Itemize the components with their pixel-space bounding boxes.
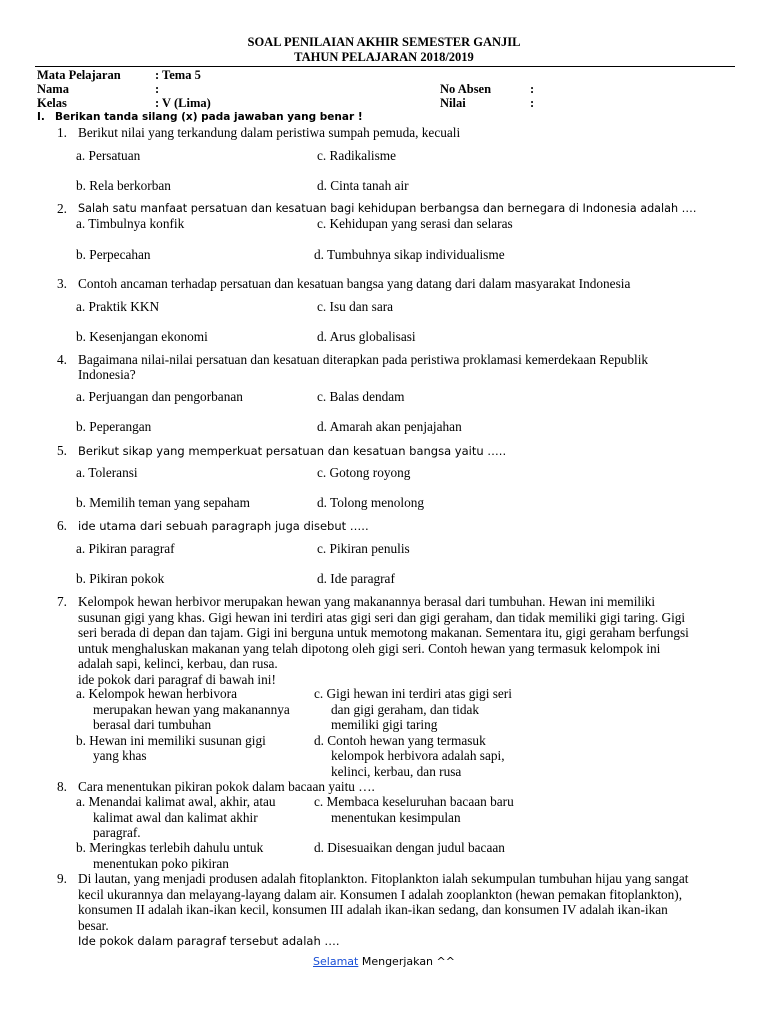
exam-title: SOAL PENILAIAN AKHIR SEMESTER GANJIL (247, 35, 521, 49)
footer-link[interactable]: Selamat (313, 955, 359, 968)
name-value: : (155, 82, 160, 96)
option-d: d. Amarah akan penjajahan (317, 419, 462, 434)
question-number: 1. (57, 125, 67, 140)
option-c: c. Balas dendam (317, 389, 405, 404)
question-text: Cara menentukan pikiran pokok dalam bacaan yaitu …. (78, 779, 375, 794)
option-d-line: kelompok herbivora adalah sapi, (331, 748, 505, 763)
question-number: 7. (57, 594, 67, 609)
subject-label: Mata Pelajaran (37, 68, 121, 82)
subject-value: : Tema 5 (155, 68, 201, 82)
option-d: d. Tolong menolong (317, 495, 425, 510)
paragraph-line: adalah sapi, kelinci, kerbau, dan rusa. (78, 656, 278, 671)
question-text: Berikut sikap yang memperkuat persatuan dan kesatuan bangsa yaitu ….. (78, 444, 507, 458)
option-c-line: menentukan kesimpulan (331, 809, 461, 825)
question-text: Berikut nilai yang terkandung dalam peristiwa sumpah pemuda, kecuali (78, 125, 461, 140)
option-a: a. Perjuangan dan pengorbanan (76, 389, 243, 404)
option-a: a. Pikiran paragraf (76, 541, 175, 556)
paragraph-line: seri berada di depan dan tajam. Gigi ini berguna untuk memotong makanan. Sementara itu, gigi geraham berfungsi (78, 625, 689, 640)
option-c: c. Radikalisme (317, 148, 397, 163)
option-a: a. Timbulnya konfik (76, 216, 185, 231)
option-b: b. Perpecahan (76, 247, 151, 262)
paragraph-line: besar. (78, 917, 109, 933)
option-a: a. Menandai kalimat awal, akhir, atau (76, 794, 276, 809)
option-c: c. Kehidupan yang serasi dan selaras (317, 216, 513, 231)
option-a-line: paragraf. (93, 825, 141, 840)
option-b: b. Meringkas terlebih dahulu untuk (76, 840, 264, 855)
option-d: d. Ide paragraf (317, 571, 395, 586)
absen-value: : (530, 82, 535, 96)
option-d: d. Disesuaikan dengan judul bacaan (314, 840, 505, 855)
question-number: 9. (57, 871, 67, 886)
class-value: : V (Lima) (155, 96, 211, 110)
footer-message (0, 955, 768, 968)
nilai-label: Nilai (440, 96, 466, 110)
option-a-line: kalimat awal dan kalimat akhir (93, 809, 258, 825)
option-a: a. Toleransi (76, 465, 138, 480)
option-a: a. Persatuan (76, 148, 141, 163)
question-text: Salah satu manfaat persatuan dan kesatuan bagi kehidupan berbangsa dan bernegara di Indonesia adalah …. (78, 202, 697, 215)
option-c-line: dan gigi geraham, dan tidak (331, 701, 480, 717)
class-label: Kelas (37, 96, 67, 110)
option-c: c. Membaca keseluruhan bacaan baru (314, 794, 514, 809)
paragraph-line: Kelompok hewan herbivor merupakan hewan yang makanannya berasal dari tumbuhan. Hewan ini memiliki (78, 594, 656, 609)
option-d-line: kelinci, kerbau, dan rusa (331, 763, 462, 779)
question-text: Bagaimana nilai-nilai persatuan dan kesatuan diterapkan pada peristiwa proklamasi kemerdekaan Republik (78, 352, 649, 367)
question-number: 6. (57, 518, 67, 533)
paragraph-line: untuk menghaluskan makanan yang telah dipotong oleh gigi seri. Contoh hewan yang termasuk kelompok ini (78, 640, 661, 656)
option-b-line: yang khas (93, 748, 147, 763)
paragraph-line: kecil ukurannya dan melayang-layang dalam air. Konsumen I adalah zooplankton (hewan pemakan fitoplankton), (78, 886, 683, 902)
option-a-line: berasal dari tumbuhan (93, 717, 212, 732)
question-number: 5. (57, 443, 67, 458)
option-c-line: memiliki gigi taring (331, 717, 438, 732)
option-b: b. Kesenjangan ekonomi (76, 329, 208, 344)
option-b: b. Memilih teman yang sepaham (76, 495, 250, 510)
option-c: c. Gigi hewan ini terdiri atas gigi seri (314, 686, 512, 701)
question-number: 4. (57, 352, 67, 367)
question-number: 2. (57, 201, 67, 216)
paragraph-line: Di lautan, yang menjadi produsen adalah fitoplankton. Fitoplankton ialah sekumpulan tumbuhan hijau yang sangat (78, 871, 689, 886)
option-d: d. Arus globalisasi (317, 329, 416, 344)
option-d: d. Cinta tanah air (317, 178, 409, 193)
question-number: 3. (57, 276, 67, 291)
paragraph-line: susunan gigi yang khas. Gigi hewan ini terdiri atas gigi seri dan gigi geraham, dan tidak memiliki gigi taring. Gigi (78, 609, 686, 625)
section-instruction: Berikan tanda silang (x) pada jawaban yang benar ! (55, 111, 363, 123)
option-c: c. Gotong royong (317, 465, 411, 480)
option-a: a. Praktik KKN (76, 299, 160, 314)
option-a-line: merupakan hewan yang makanannya (93, 701, 290, 717)
option-b: b. Hewan ini memiliki susunan gigi (76, 732, 266, 748)
absen-label: No Absen (440, 82, 492, 96)
school-year: TAHUN PELAJARAN 2018/2019 (294, 50, 474, 64)
header-divider (35, 66, 735, 67)
option-c: c. Pikiran penulis (317, 541, 410, 556)
question-prompt: Ide pokok dalam paragraf tersebut adalah …. (78, 934, 340, 948)
question-prompt: ide pokok dari paragraf di bawah ini! (78, 671, 276, 687)
nilai-value: : (530, 96, 535, 110)
option-b: b. Peperangan (76, 419, 152, 434)
option-c: c. Isu dan sara (317, 299, 394, 314)
footer-text: Mengerjakan ^^ (358, 955, 455, 968)
option-b-line: menentukan poko pikiran (93, 855, 229, 871)
option-b: b. Pikiran pokok (76, 571, 165, 586)
section-number: I. (37, 111, 45, 123)
question-text: Contoh ancaman terhadap persatuan dan kesatuan bangsa yang datang dari dalam masyarakat Indonesia (78, 276, 631, 291)
paragraph-line: konsumen II adalah ikan-ikan kecil, konsumen III adalah ikan-ikan sedang, dan konsumen IV adalah ikan-ikan (78, 902, 668, 917)
option-d: d. Tumbuhnya sikap individualisme (314, 247, 505, 262)
option-b: b. Rela berkorban (76, 178, 171, 193)
question-text: ide utama dari sebuah paragraph juga disebut ….. (78, 519, 369, 533)
option-d: d. Contoh hewan yang termasuk (314, 732, 486, 748)
question-number: 8. (57, 779, 67, 794)
option-a: a. Kelompok hewan herbivora (76, 686, 237, 701)
question-text-line2: Indonesia? (78, 367, 136, 382)
name-label: Nama (37, 82, 69, 96)
